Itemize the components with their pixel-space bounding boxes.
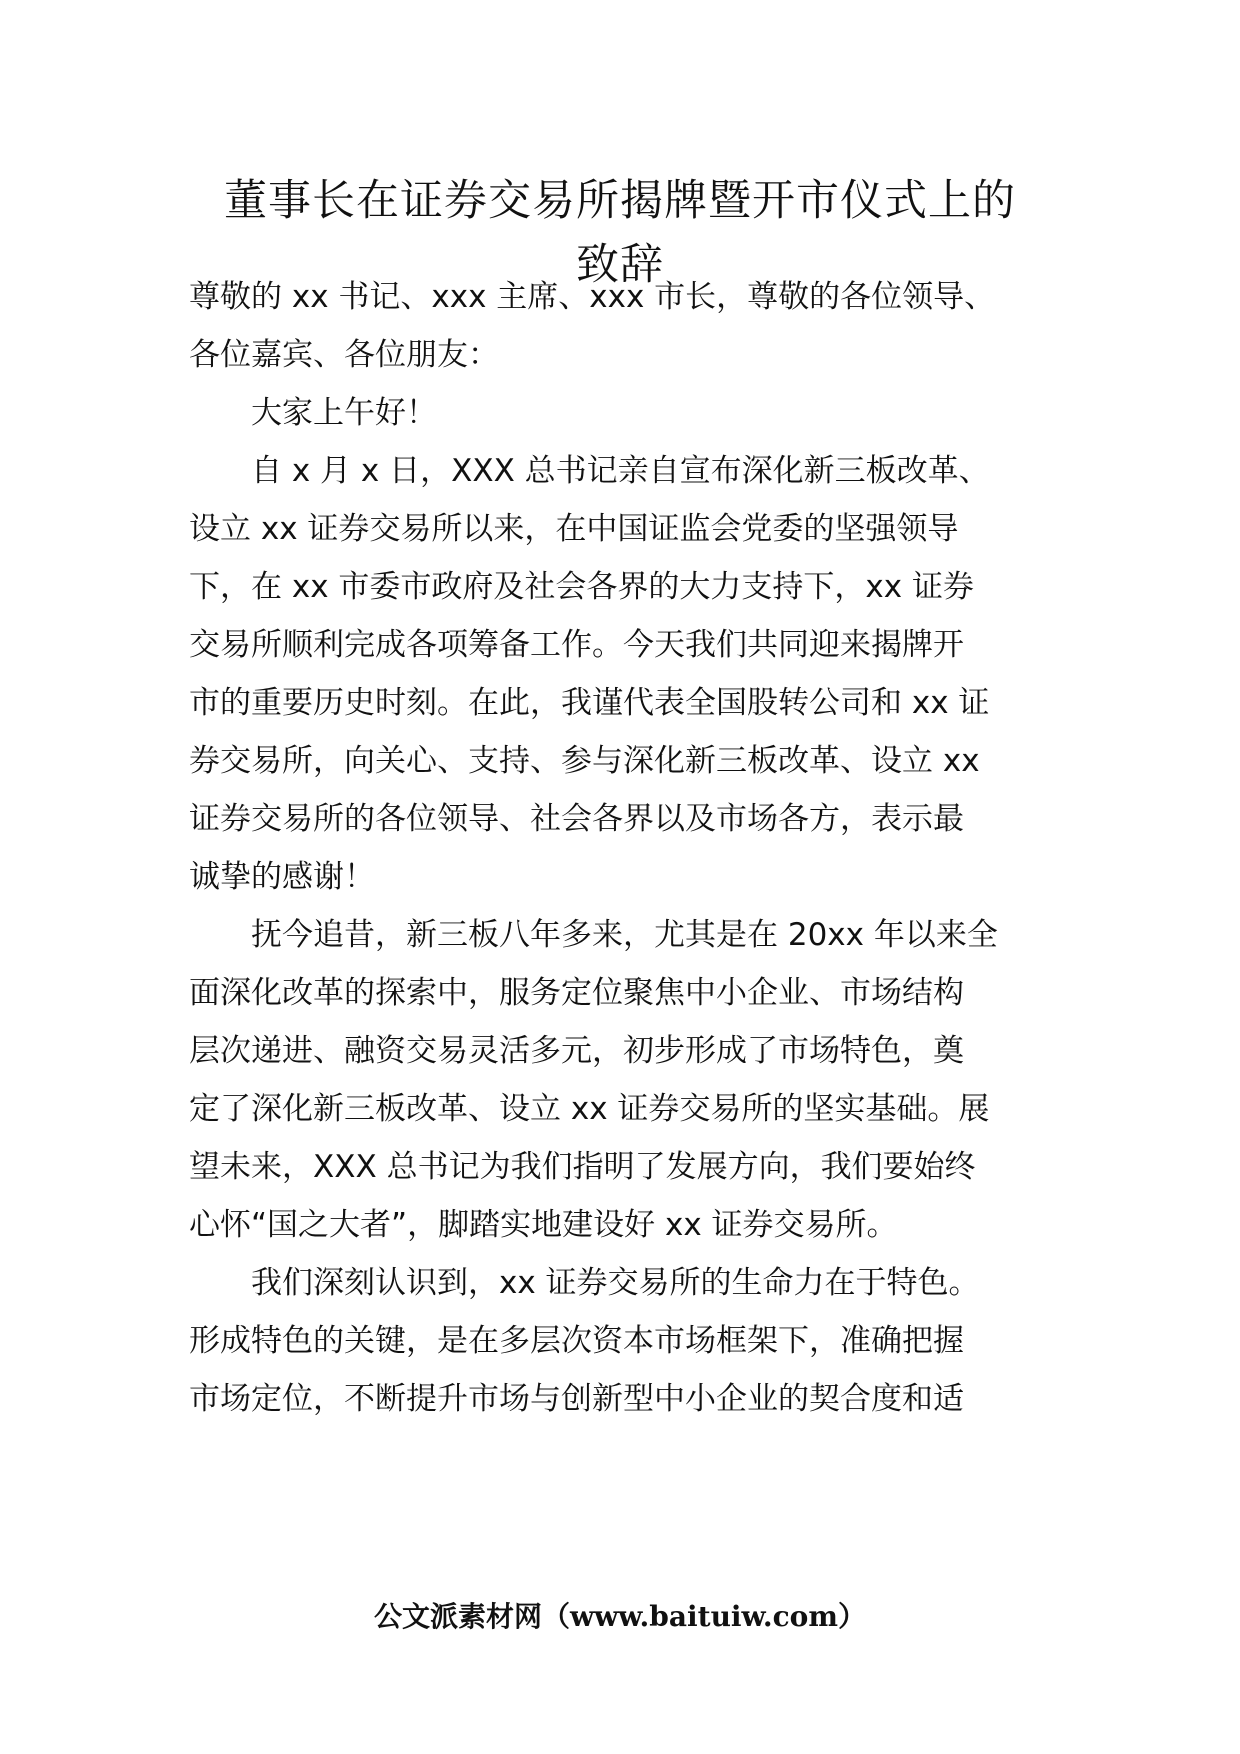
body-line: 设立 xx 证券交易所以来，在中国证监会党委的坚强领导 (189, 511, 959, 547)
body-line: 各位嘉宾、各位朋友： (189, 337, 499, 373)
body-line: 面深化改革的探索中，服务定位聚焦中小企业、市场结构 (189, 975, 964, 1011)
body-line: 市场定位，不断提升市场与创新型中小企业的契合度和适 (189, 1381, 964, 1417)
body-line: 层次递进、融资交易灵活多元，初步形成了市场特色，奠 (189, 1033, 964, 1069)
body-line: 市的重要历史时刻。在此，我谨代表全国股转公司和 xx 证 (189, 685, 990, 721)
body-line: 定了深化新三板改革、设立 xx 证券交易所的坚实基础。展 (189, 1091, 990, 1127)
body-line: 望未来，XXX 总书记为我们指明了发展方向，我们要始终 (189, 1149, 976, 1185)
body-line: 下，在 xx 市委市政府及社会各界的大力支持下，xx 证券 (189, 569, 974, 605)
body-line: 证券交易所的各位领导、社会各界以及市场各方，表示最 (189, 801, 964, 837)
body-line: 抚今追昔，新三板八年多来，尤其是在 20xx 年以来全 (189, 917, 998, 953)
body-line: 自 x 月 x 日，XXX 总书记亲自宣布深化新三板改革、 (189, 453, 990, 489)
body-line: 心怀“国之大者”，脚踏实地建设好 xx 证券交易所。 (189, 1207, 898, 1243)
body-line: 交易所顺利完成各项筹备工作。今天我们共同迎来揭牌开 (189, 627, 964, 663)
document-title-line-1: 董事长在证券交易所揭牌暨开市仪式上的 (224, 176, 1016, 226)
body-line: 大家上午好！ (189, 395, 437, 431)
body-line: 形成特色的关键，是在多层次资本市场框架下，准确把握 (189, 1323, 964, 1359)
document-title-line-2: 致辞 (576, 240, 664, 290)
page-footer-watermark: 公文派素材网（www.baituiw.com） (374, 1600, 866, 1633)
body-line: 诚挚的感谢！ (189, 859, 375, 895)
body-line: 我们深刻认识到，xx 证券交易所的生命力在于特色。 (189, 1265, 980, 1301)
body-line: 券交易所，向关心、支持、参与深化新三板改革、设立 xx (189, 743, 980, 779)
body-line: 尊敬的 xx 书记、xxx 主席、xxx 市长，尊敬的各位领导、 (189, 279, 996, 315)
